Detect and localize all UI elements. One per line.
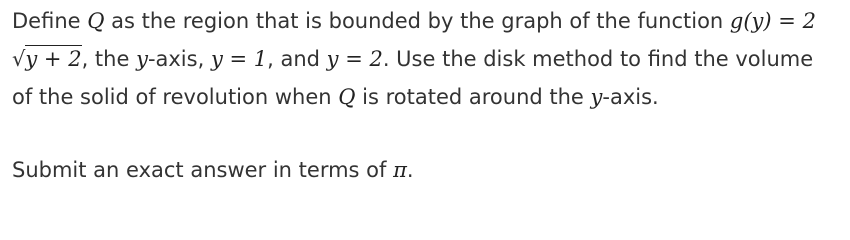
problem-text-1: Define	[12, 9, 88, 33]
problem-paragraph	[12, 2, 840, 116]
region-symbol-q-2: Q	[338, 85, 356, 109]
problem-text-2: as the region that is bounded by the graph of the function	[104, 9, 730, 33]
problem-text-7: is rotated around the	[355, 85, 591, 109]
submit-text-1: Submit an exact answer in terms of	[12, 158, 394, 182]
problem-text-5: , and	[267, 47, 327, 71]
equals-sign: =	[771, 9, 803, 33]
submit-text-2: .	[406, 158, 414, 182]
problem-statement	[12, 2, 840, 116]
problem-text-6: . Use the disk method to find the volume of the solid of revolution when	[12, 47, 814, 109]
radical-sign: √	[12, 47, 26, 71]
boundary-y-equals-2: y = 2	[326, 47, 383, 71]
boundary-y-equals-1: y = 1	[210, 47, 268, 71]
problem-text-4: -axis,	[147, 47, 211, 71]
y-variable-2: y	[590, 85, 603, 109]
square-root	[12, 40, 82, 78]
pi-symbol: π	[393, 158, 407, 182]
problem-text-8: -axis.	[602, 85, 659, 109]
region-symbol-q: Q	[87, 9, 105, 33]
submit-instruction	[12, 151, 414, 189]
y-variable: y	[136, 47, 148, 71]
problem-text-3: , the	[81, 47, 137, 71]
coefficient: 2	[802, 9, 816, 33]
radicand: y + 2	[25, 47, 82, 71]
function-label: g(y)	[729, 9, 772, 33]
